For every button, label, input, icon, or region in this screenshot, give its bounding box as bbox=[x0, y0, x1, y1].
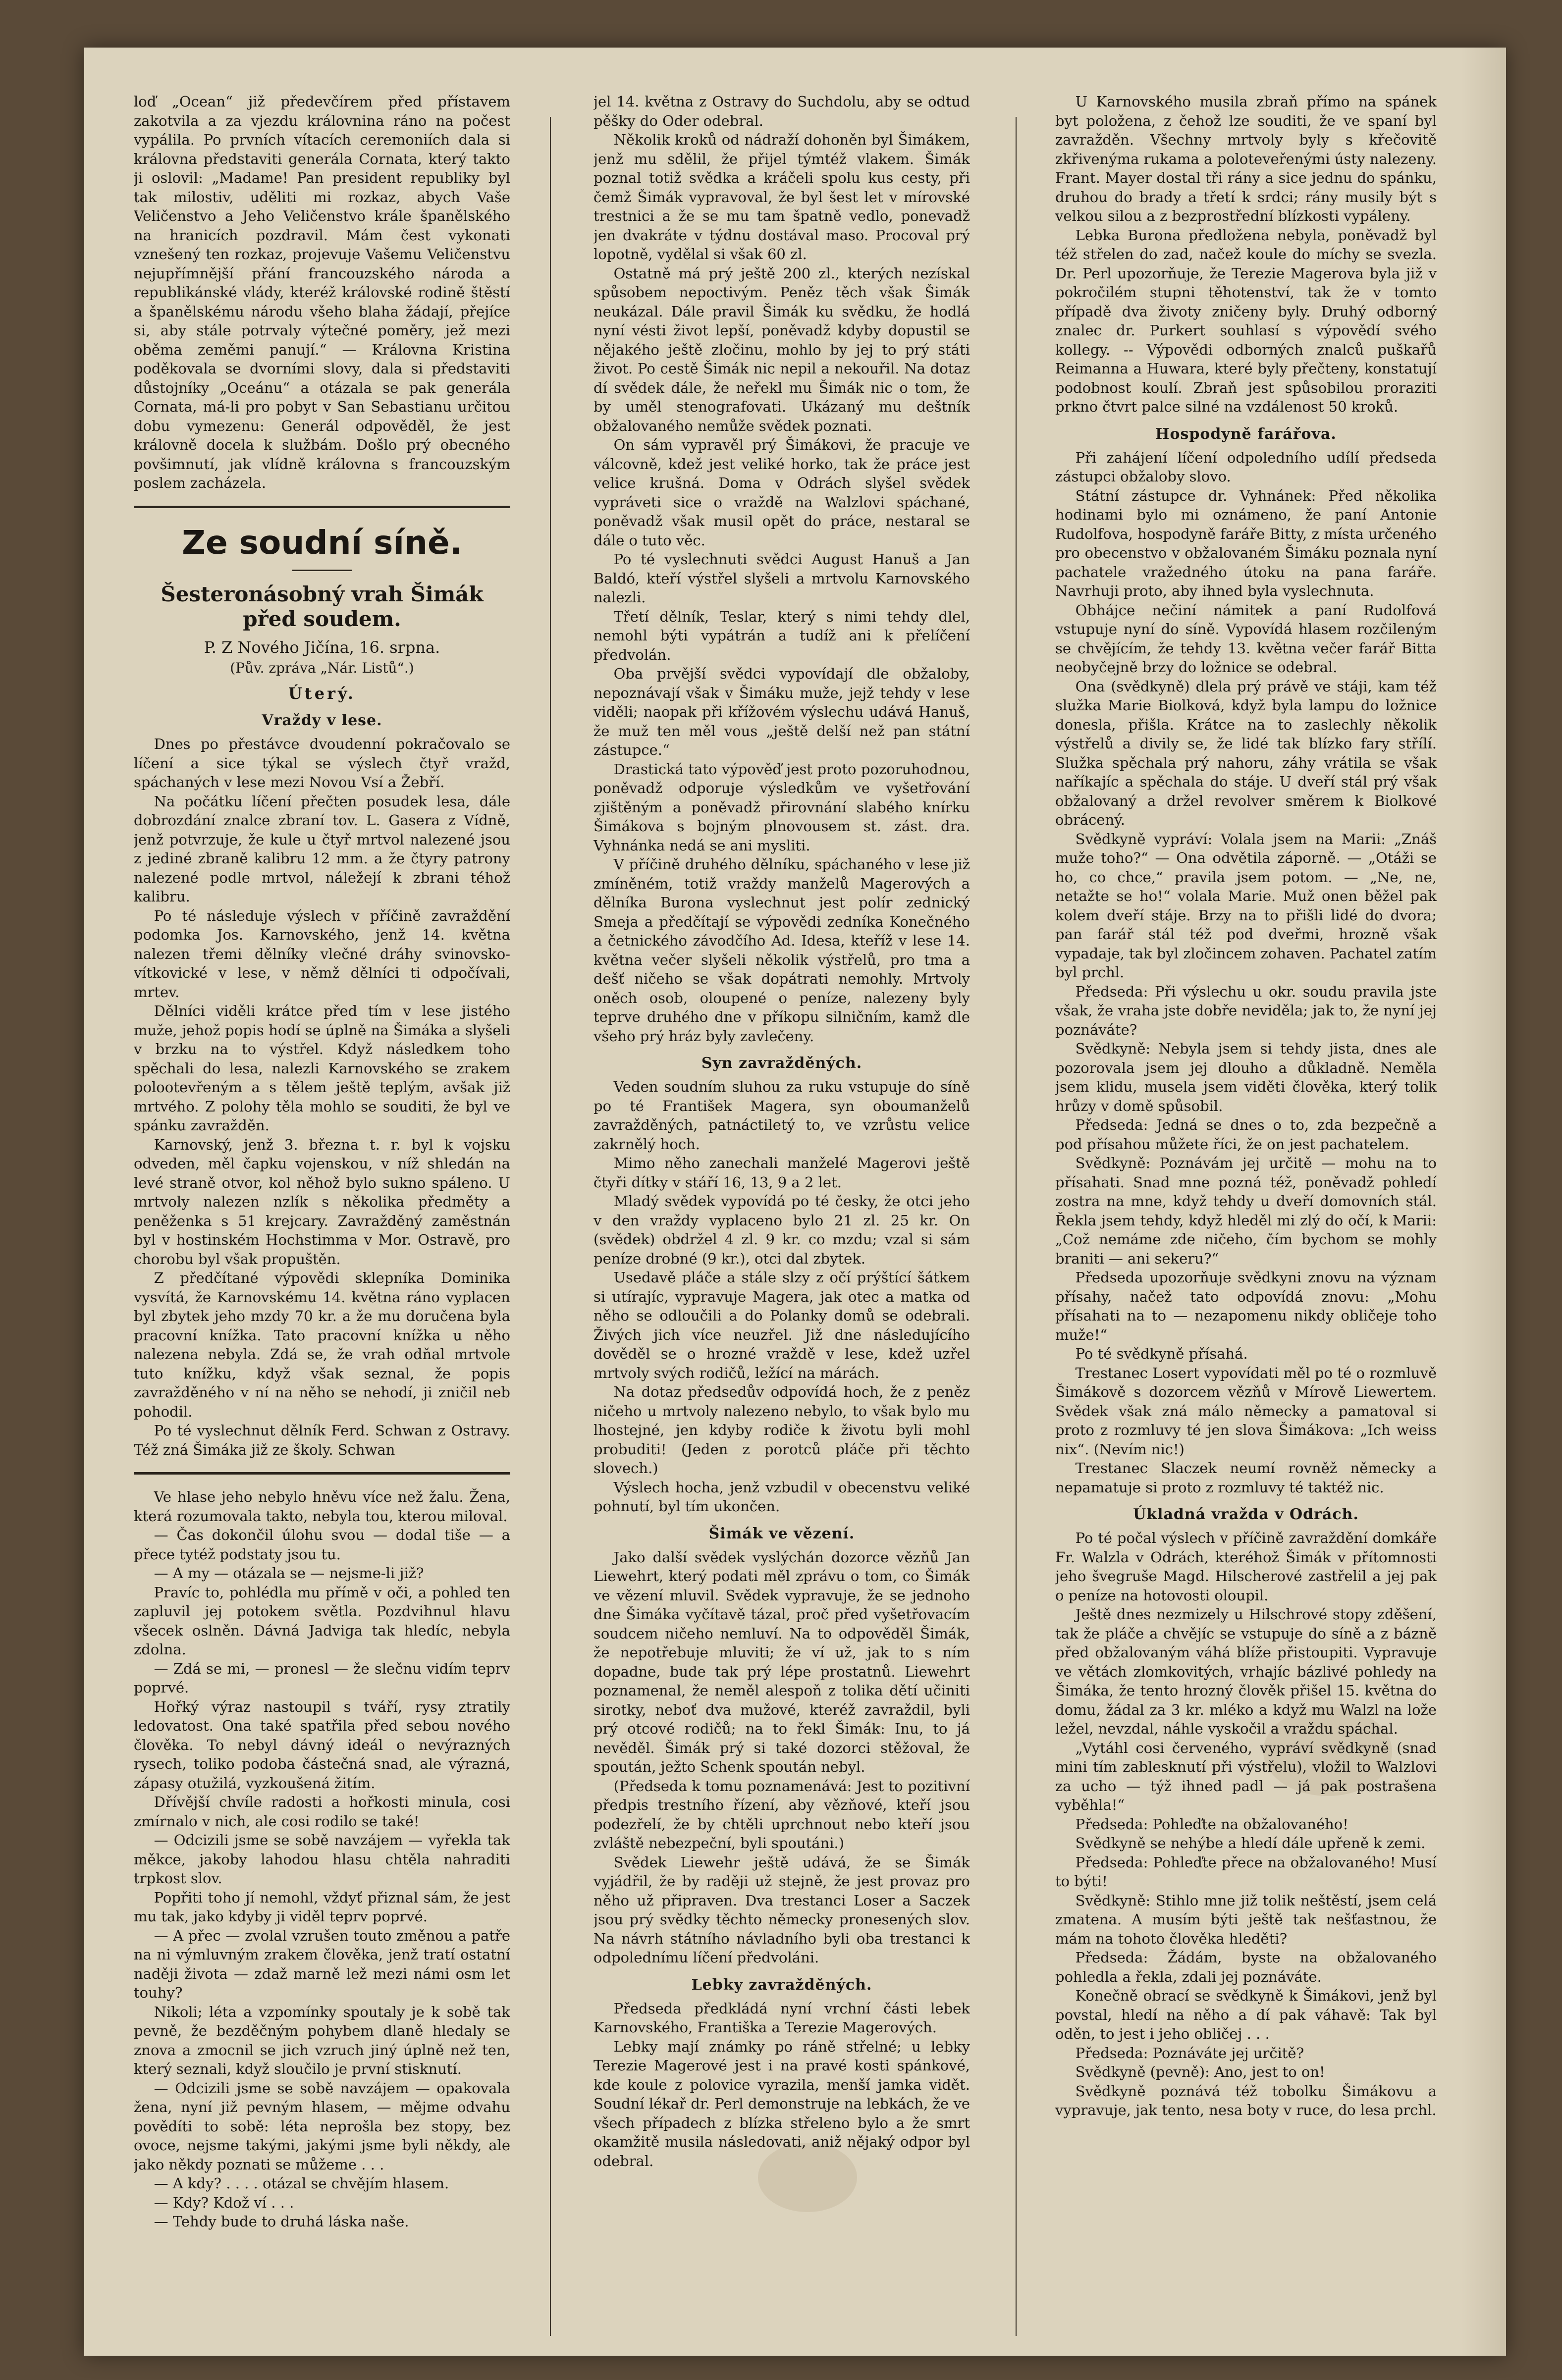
article-body bbox=[134, 735, 510, 1459]
section-rule bbox=[134, 506, 510, 508]
paragraph: Jako další svědek vyslýchán dozorce vězňů Jan Liewehrt, který podati měl zprávu o tom, co Šimák ve vězení mluvil. Svědek vypravuje, že se jednoho dne Šimáka vyčítavě tázal, proč před vyšetřovacím soudcem ničeho nemluví. Na to odpověděl Šimák, že nepotřebuje mluviti; že ví už, jak to s ním dopadne, bude tak prý lépe prostatnů. Liewehrt poznamenal, že neměl alespoň z tolika dětí učiniti sirotky, neboť dva mužové, kteréž zavraždil, byli prý otcové rodičů; na to řekl Šimák: Inu, to já nevěděl. Šimák prý si také dozorci stěžoval, že spoután, ježto Schenk spoután nebyl. bbox=[593, 1548, 970, 1775]
paragraph: Svědkyně vypráví: Volala jsem na Marii: „Znáš muže toho?“ — Ona odvětila záporně. — „Otáži se ho, co chce,“ pravila jsem potom. — „Ne, ne, netažte se ho!“ volala Marie. Muž onen běžel pak kolem dveří stáje. Brzy na to přišli lidé do dvora; pan farář stál též pod dveřmi, hrozně však vypadaje, tak byl zločincem zohaven. Pachatel zatím byl prchl. bbox=[1055, 830, 1437, 981]
paragraph: Předseda: Žádám, byste na obžalovaného pohledla a řekla, zdali jej poznáváte. bbox=[1055, 1949, 1437, 1985]
subsection-title: Vraždy v lese. bbox=[262, 712, 382, 729]
column-divider bbox=[1016, 117, 1017, 2336]
paragraph: — Tehdy bude to druhá láska naše. bbox=[154, 2213, 409, 2230]
section-title: Ze soudní síně. bbox=[182, 523, 462, 562]
paragraph: Předseda: Při výslechu u okr. soudu pravila jste však, že vraha jste dobře neviděla; jak to, že nyní jej poznáváte? bbox=[1055, 983, 1437, 1038]
paragraph: Svědkyně (pevně): Ano, jest to on! bbox=[1075, 2063, 1325, 2080]
paragraph: Svědek Liewehr ještě udává, že se Šimák vyjádřil, že by raději už stejně, že jest provaz pro něho už připraven. Dva trestanci Loser a Saczek jsou prý svědky těchto německy pronesených slov. Na návrh státního návladního byli oba trestanci k odpolednímu líčení předvoláni. bbox=[593, 1853, 970, 1966]
paragraph: Lebka Burona předložena nebyla, poněvadž byl též střelen do zad, načež koule do míchy se svezla. Dr. Perl upozorňuje, že Terezie Magerova byla již v pokročilém stupni těhotenství, tak že v tomto případě dva životy zničeny byly. Druhý odborný znalec dr. Purkert souhlasí s výpovědí svého kollegy. -- Výpovědi odborných znalců puškařů Reimanna a Huwara, které byly přečteny, konstatují podobnost koulí. Zbraň jest spůsobilou proraziti prkno čtvrt palce silné na vzdálenost 50 kroků. bbox=[1055, 226, 1437, 415]
column-3 bbox=[1055, 92, 1437, 2341]
paragraph: — A přec — zvolal vzrušen touto změnou a patře na ni výmluvným zrakem člověka, jenž tratí ostatní naději života — zdaž marně lež mezi námi osm let touhy? bbox=[134, 1927, 510, 2001]
paragraph: Ostatně má prý ještě 200 zl., kterých nezískal spůsobem nepoctivým. Peněz těch však Šimák neukázal. Dále pravil Šimák ku svědku, že hodlá nyní vésti život lepší, poněvadž kdyby dopustil se nějakého ještě zločinu, mohlo by jej to prý státi život. Po cestě Šimák nic nepil a nekouřil. Na dotaz dí svědek dále, že neřekl mu Šimák nic o tom, že by uměl stenografovati. Ukázaný mu deštník obžalovaného nemůže svědek poznati. bbox=[593, 264, 970, 434]
paragraph: Svědkyně: Stihlo mne již tolik neštěstí, jsem celá zmatena. A musím býti ještě tak nešťastnou, že mám na tohoto člověka hleděti? bbox=[1055, 1892, 1437, 1947]
feuilleton-rule bbox=[134, 1472, 510, 1475]
paragraph: Obhájce nečiní námitek a paní Rudolfová vstupuje nyní do síně. Vypovídá hlasem rozčileným se chvějícím, že tehdy 13. května večer farář Bitta neobyčejně brzy do ložnice se odebral. bbox=[1055, 601, 1437, 676]
paragraph: Veden soudním sluhou za ruku vstupuje do síně po té František Magera, syn oboumanželů zavražděných, patnáctiletý to, ve vzrůstu velice zakrnělý hoch. bbox=[593, 1078, 970, 1153]
paragraph: Z předčítané výpovědi sklepníka Dominika vysvítá, že Karnovskému 14. května ráno vyplacen byl zbytek jeho mzdy 70 kr. a že mu doručena byla pracovní knížka. Tato pracovní knížka u něho nalezena nebyla. Zdá se, že vrah odňal mrtvole tuto knížku, když však seznal, že popis zavražděného v ní na něho se nehodí, ji zničil neb pohodil. bbox=[134, 1269, 510, 1420]
article-source: (Pův. zpráva „Nár. Listů“.) bbox=[230, 659, 414, 676]
paragraph: — Odcizili jsme se sobě navzájem — opakovala žena, nyní již pevným hlasem, — mějme odvahu povědíti to sobě: léta neprošla bez stopy, bez ovoce, nejsme takými, jakými jsme byli někdy, ale jako někdy poznati se můžeme . . . bbox=[134, 2079, 510, 2173]
paragraph: Předseda: Pohleďte na obžalovaného! bbox=[1075, 1815, 1348, 1833]
paragraph: On sám vypravěl prý Šimákovi, že pracuje ve válcovně, kdež jest veliké horko, tak že práce jest velice krušná. Doma v Odrách slyšel svědek vypráveti sice o vraždě na Walzlovi spáchané, poněvadž však musil opět do práce, nestaral se dále o tuto věc. bbox=[593, 436, 970, 549]
paragraph: — Čas dokončil úlohu svou — dodal tiše — a přece tytéž podstaty jsou tu. bbox=[134, 1527, 510, 1563]
paragraph: Po té vyslechnuti svědci August Hanuš a Jan Baldó, kteří výstřel slyšeli a mrtvolu Karnovského nalezli. bbox=[593, 551, 970, 606]
paragraph: Svědkyně: Nebyla jsem si tehdy jista, dnes ale pozorovala jsem jej dlouho a důkladně. Neměla jsem klidu, musela jsem viděti člověka, který tolik hrůzy v domě spůsobil. bbox=[1055, 1040, 1437, 1114]
newspaper-page bbox=[84, 48, 1506, 2356]
subsection-title: Lebky zavražděných. bbox=[691, 1976, 872, 1994]
paragraph: Svědkyně: Poznávám jej určitě — mohu na to přísahati. Snad mne pozná též, poněvadž pohledí zostra na mne, když tehdy u dveří domovních stál. Řekla jsem tehdy, když hleděl mi zlý do očí, k Marii: „Což nemáme zde ničeho, čím bychom se mohly braniti — ani sekeru?“ bbox=[1055, 1155, 1437, 1267]
paragraph: Státní zástupce dr. Vyhnánek: Před několika hodinami bylo mi oznámeno, že paní Antonie Rudolfova, hospodyně faráře Bitty, z místa určeného pro obecenstvo v obžalovaném Šimáku poznala nyní pachatele vražedného útoku na pana faráře. Navrhuji proto, aby ihned byla vyslechnuta. bbox=[1055, 487, 1437, 599]
feuilleton-body bbox=[134, 1487, 510, 2231]
paragraph: Ve hlase jeho nebylo hněvu více než žalu. Žena, která rozumovala takto, nebyla tou, kterou miloval. bbox=[134, 1488, 510, 1525]
paragraph: Svědkyně se nehýbe a hledí dále upřeně k zemi. bbox=[1075, 1835, 1426, 1851]
paragraph: Konečně obrací se svědkyně k Šimákovi, jenž byl povstal, hledí na něho a dí pak váhavě: Tak byl oděn, to jest i jeho obličej . . . bbox=[1055, 1987, 1437, 2042]
subsection-title: Syn zavražděných. bbox=[701, 1055, 862, 1072]
paragraph: Po té následuje výslech v příčině zavraždění podomka Jos. Karnovského, jenž 14. května nalezen třemi dělníky vlečné dráhy svinovsko-vítkovické v lese, v němž dělníci ti odpočívali, mrtev. bbox=[134, 907, 510, 1001]
paragraph: — A my — otázala se — nejsme-li již? bbox=[154, 1565, 424, 1582]
paragraph: Hořký výraz nastoupil s tváří, rysy ztratily ledovatost. Ona také spatřila před sebou nového člověka. To nebyl dávný ideál o nevýrazných rysech, toliko podoba částečná snad, ale výrazná, zápasy otužilá, vyzkoušená žitím. bbox=[134, 1698, 510, 1792]
paragraph: Dnes po přestávce dvoudenní pokračovalo se líčení a sice týkal se výslech čtyř vražd, spáchaných v lese mezi Novou Vsí a Žebří. bbox=[134, 736, 510, 791]
paragraph: Předseda: Poznáváte jej určitě? bbox=[1075, 2044, 1304, 2062]
paragraph: jel 14. května z Ostravy do Suchdolu, aby se odtud pěšky do Oder odebral. bbox=[593, 93, 970, 129]
paragraph: Při zahájení líčení odpoledního udílí předseda zástupci obžaloby slovo. bbox=[1055, 449, 1437, 485]
paragraph: Oba prvější svědci vypovídají dle obžaloby, nepoznávají však v Šimáku muže, jejž tehdy v lese viděli; naopak při křížovém výslechu udává Hanuš, že muž ten měl vous „ještě delší než pan státní zástupce.“ bbox=[593, 665, 970, 758]
paragraph: Po té vyslechnut dělník Ferd. Schwan z Ostravy. Též zná Šimáka již ze školy. Schwan bbox=[134, 1422, 510, 1458]
paragraph: Předseda: Jedná se dnes o to, zda bezpečně a pod přísahou můžete říci, že on jest pachatelem. bbox=[1055, 1116, 1437, 1153]
paragraph: Lebky mají známky po ráně střelné; u lebky Terezie Magerové jest i na pravé kosti spánkové, kde koule z polovice vyrazila, menší jamka vidět. Soudní lékař dr. Perl demonstruje na lebkách, že ve všech případech z blízka střeleno bylo a že smrt okamžitě musila následovati, aniž nějaký odpor byl odebral. bbox=[593, 2038, 970, 2169]
paragraph: Předseda předkládá nyní vrchní části lebek Karnovského, Františka a Terezie Magerových. bbox=[593, 2000, 970, 2036]
article-dateline: P. Z Nového Jičína, 16. srpna. bbox=[204, 637, 440, 657]
paragraph: Pravíc to, pohlédla mu přímě v oči, a pohled ten zapluvil jej potokem světla. Pozdvihnul hlavu všecek oslněn. Dávná Jadviga tak hledíc, nebyla zdolna. bbox=[134, 1584, 510, 1658]
subsection-title: Úkladná vražda v Odrách. bbox=[1133, 1506, 1359, 1523]
paragraph: — Odcizili jsme se sobě navzájem — vyřekla tak měkce, jakoby lahodou hlasu chtěla nahraditi trpkost slov. bbox=[134, 1832, 510, 1887]
paragraph: Trestanec Losert vypovídati měl po té o rozmluvě Šimákově s dozorcem vězňů v Mírově Liewertem. Svědek však zná málo německy a pamatoval si proto z rozmluvy té jen slova Šimákova: „Ich weiss nix“. (Nevím nic!) bbox=[1055, 1364, 1437, 1458]
paragraph: Mimo něho zanechali manželé Magerovi ještě čtyři dítky v stáří 16, 13, 9 a 2 let. bbox=[593, 1155, 970, 1191]
subsection-title: Hospodyně farářova. bbox=[1155, 425, 1337, 443]
paragraph: Po té svědkyně přísahá. bbox=[1075, 1345, 1248, 1362]
paragraph: „Vytáhl cosi červeného, vypráví svědkyně (snad mini tím zablesknutí při výstřelu), vložil to Walzlovi za ucho — týž ihned padl — já pak postrašena vyběhla!“ bbox=[1055, 1739, 1437, 1813]
paragraph: Mladý svědek vypovídá po té česky, že otci jeho v den vraždy vyplaceno bylo 21 zl. 25 kr. On (svědek) obdržel 4 zl. 9 kr. co mzdu; vzal si sám peníze drobné (9 kr.), otci dal zbytek. bbox=[593, 1193, 970, 1267]
paragraph: Na dotaz předsedův odpovídá hoch, že z peněz ničeho u mrtvoly nalezeno nebylo, to však bylo mu lhostejné, jen kdyby rodiče k životu byli mohl probuditi! (Jeden z porotců pláče při těchto slovech.) bbox=[593, 1383, 970, 1477]
paragraph: Po té počal výslech v příčině zavraždění domkáře Fr. Walzla v Odrách, kteréhož Šimák v přítomnosti jeho švegruše Magd. Hilscherové zastřelil a jej pak o peníze na hotovosti oloupil. bbox=[1055, 1530, 1437, 1604]
paragraph: Nikoli; léta a vzpomínky spoutaly je k sobě tak pevně, že bezděčným pohybem dlaně hledaly se znova a zmocnil se jich vzruch jiný úplně než ten, který seznali, když sloučilo je první stisknutí. bbox=[134, 2003, 510, 2077]
paragraph: Svědkyně poznává též tobolku Šimákovu a vypravuje, jak tento, nesa boty v ruce, do lesa prchl. bbox=[1055, 2082, 1437, 2118]
paragraph: Popřiti toho jí nemohl, vždyť přiznal sám, že jest mu tak, jako kdyby ji viděl teprv poprvé. bbox=[134, 1889, 510, 1925]
paragraph: Drastická tato výpověď jest proto pozoruhodnou, poněvadž odporuje výsledkům ve vyšetřování zjištěným a poněvadž přirovnání slabého knírku Šimákova s bojným plnovousem st. zást. dra. Vyhnánka nedá se ani mysliti. bbox=[593, 760, 970, 854]
paragraph: U Karnovského musila zbraň přímo na spánek byt položena, z čehož lze souditi, že ve spaní byl zavražděn. Všechny mrtvoly byly s křečovitě zkřivenýma rukama a poloteveřenými ústy nalezeny. Frant. Mayer dostal tři rány a sice jednu do spánku, druhou do brady a třetí k srdci; rány musily být s velkou silou a z bezprostřední blízkosti vypáleny. bbox=[1055, 93, 1437, 224]
paragraph: Předseda upozorňuje svědkyni znovu na význam přísahy, načež tato odpovídá znovu: „Mohu přísahati na to — nezapomenu nikdy obličeje toho muže!“ bbox=[1055, 1269, 1437, 1343]
paragraph: (Předseda k tomu poznamenává: Jest to pozitivní předpis trestního řízení, aby vězňové, kteří jsou podezřelí, že by chtěli uprchnout nebo kteří jsou zvláště nebezpeční, byli spoutáni.) bbox=[593, 1777, 970, 1851]
paragraph: — Kdy? Kdož ví . . . bbox=[154, 2194, 294, 2211]
paragraph: Ještě dnes nezmizely u Hilschrové stopy zděšení, tak že pláče a chvějíc se vstupuje do síně a z bázně před obžalovaným váhá blíže přistoupiti. Vypravuje ve větách zlomkovitých, vrhajíc bázlivé pohledy na Šimáka, že tento hrozný člověk přišel 15. května do domu, žádal za 3 kr. mléko a když mu Walzl na lože ležel, nevzdal, náhle vyskočil a vraždu spáchal. bbox=[1055, 1606, 1437, 1737]
paragraph: Několik kroků od nádraží dohoněn byl Šimákem, jenž mu sdělil, že přijel týmtéž vlakem. Šimák poznal totiž svědka a kráčeli spolu kus cesty, při čemž Šimák vypravoval, že byl šest let v mírovské trestnici a že se mu tam špatně vedlo, ponevadž jen dvakráte v týdnu dostával maso. Procoval prý lopotně, vydělal si však 60 zl. bbox=[593, 131, 970, 263]
opening-text: loď „Ocean“ již předevčírem před přístavem zakotvila a za vjezdu královnina ráno na počest vypálila. Po prvních vítacích ceremoniích dala si královna představiti generála Cornata, který takto ji oslovil: „Madame! Pan president republiky byl tak milostiv, uděliti mi rozkaz, abych Vaše Veličenstvo a Jeho Veličenstvo krále španělského na hranicích pozdravil. Mám čest vykonati vznešený ten rozkaz, projevuje Vašemu Veličenstvu nejupřímnější přání francouzského národa a republikánské vlády, kteréž královské rodině štěstí a španělskému národu všeho blaha žádají, přejíce si, aby stále potrvaly výtečné poměry, jež mezi oběma zeměmi panují.“ — Královna Kristina poděkovala se dvorními slovy, dala si představiti důstojníky „Oceánu“ a otázala se pak generála Cornata, má-li pro pobyt v San Sebastianu určitou dobu vymezenu: Generál odpověděl, že jest královně docela k službám. Došlo prý obecného povšimnutí, jak vlídně královna s francouzským poslem zacházela. bbox=[134, 93, 510, 491]
paragraph: Trestanec Slaczek neumí rovněž německy a nepamatuje si proto z rozmluvy té taktéž nic. bbox=[1055, 1460, 1437, 1496]
paragraph: — Zdá se mi, — pronesl — že slečnu vidím teprv poprvé. bbox=[134, 1660, 510, 1696]
paragraph: Třetí dělník, Teslar, který s nimi tehdy dlel, nemohl býti vypátrán a tudíž ani k přelíčení předvolán. bbox=[593, 608, 970, 663]
paragraph: V příčině druhého dělníku, spáchaného v lese již zmíněném, totiž vraždy manželů Magerových a dělníka Burona vyslechnut jest polír zednický Smeja a předčítají se výpovědi zedníka Konečného a četnického závodčího Ad. Idesa, kteříž v lese 14. května večer slyšeli několik výstřelů, pro tma a dešť ničeho se však dopátrati nemohly. Mrtvoly oněch osob, oloupené o peníze, nalezeny byly teprve druhého dne v příkopu silničním, kamž dle všeho prý hráz byly zavlečeny. bbox=[593, 856, 970, 1045]
paragraph: Karnovský, jenž 3. března t. r. byl k vojsku odveden, měl čapku vojenskou, v níž shledán na levé straně otvor, kol něhož bylo sukno spáleno. U mrtvoly nalezen nzlík s několika předměty a peněženka s 51 krejcary. Zavražděný zaměstnán byl v hostinském Hochstimma v Mor. Ostravě, pro chorobu byl však propuštěn. bbox=[134, 1136, 510, 1268]
paragraph: Dřívější chvíle radosti a hořkosti minula, cosi zmírnalo v nich, ale cosi rodilo se také! bbox=[134, 1794, 510, 1830]
paragraph: Usedavě pláče a stále slzy z očí prýštící šátkem si utírajíc, vypravuje Magera, jak otec a matka od něho se odloučili a do Polanky domů se odebrali. Živých jich více neuzřel. Již dne následujícího dověděl se o hrozné vraždě v lese, kdež uzřel mrtvoly svých rodičů, ležící na márách. bbox=[593, 1269, 970, 1381]
article-day: Úterý. bbox=[288, 684, 356, 703]
column-divider bbox=[550, 117, 551, 2336]
paragraph: Výslech hocha, jenž vzbudil v obecenstvu veliké pohnutí, byl tím ukončen. bbox=[593, 1479, 970, 1515]
paragraph: — A kdy? . . . . otázal se chvějím hlasem. bbox=[154, 2175, 449, 2192]
paragraph: Předseda: Pohleďte přece na obžalovaného! Musí to býti! bbox=[1055, 1853, 1437, 1890]
article-title: Šesteronásobný vrah Šimák před soudem. bbox=[161, 582, 484, 631]
title-rule bbox=[292, 570, 352, 571]
paragraph: Na počátku líčení přečten posudek lesa, dále dobrozdání znalce zbraní tov. L. Gasera z Vídně, jenž potvrzuje, že kule u čtyř mrtvol nalezené jsou z jediné zbraně kalibru 12 mm. a že čtyry patrony nalezené podle mrtvol, náležejí k zbrani téhož kalibru. bbox=[134, 793, 510, 905]
paragraph: Ona (svědkyně) dlela prý právě ve stáji, kam též služka Marie Biolková, když byla lampu do ložnice donesla, přišla. Krátce na to zaslechly několik výstřelů a divily se, že lidé tak blízko fary střílí. Služka spěchala prý nahoru, záhy vrátila se však naříkajíc a spěchala do stáje. U dveří stál prý však obžalovaný a držel revolver směrem k Biolkové obrácený. bbox=[1055, 678, 1437, 828]
column-1 bbox=[134, 92, 510, 2341]
column-2 bbox=[593, 92, 970, 2341]
subsection-title: Šimák ve vězení. bbox=[708, 1525, 855, 1542]
paragraph: Dělníci viděli krátce před tím v lese jistého muže, jehož popis hodí se úplně na Šimáka a slyšeli v brzku na to výstřel. Když následkem toho spěchali do lesa, nalezli Karnovského se zrakem polootevřeným a s tělem ještě teplým, avšak již mrtvého. Z polohy těla mohlo se souditi, že byl ve spánku zavražděn. bbox=[134, 1003, 510, 1134]
